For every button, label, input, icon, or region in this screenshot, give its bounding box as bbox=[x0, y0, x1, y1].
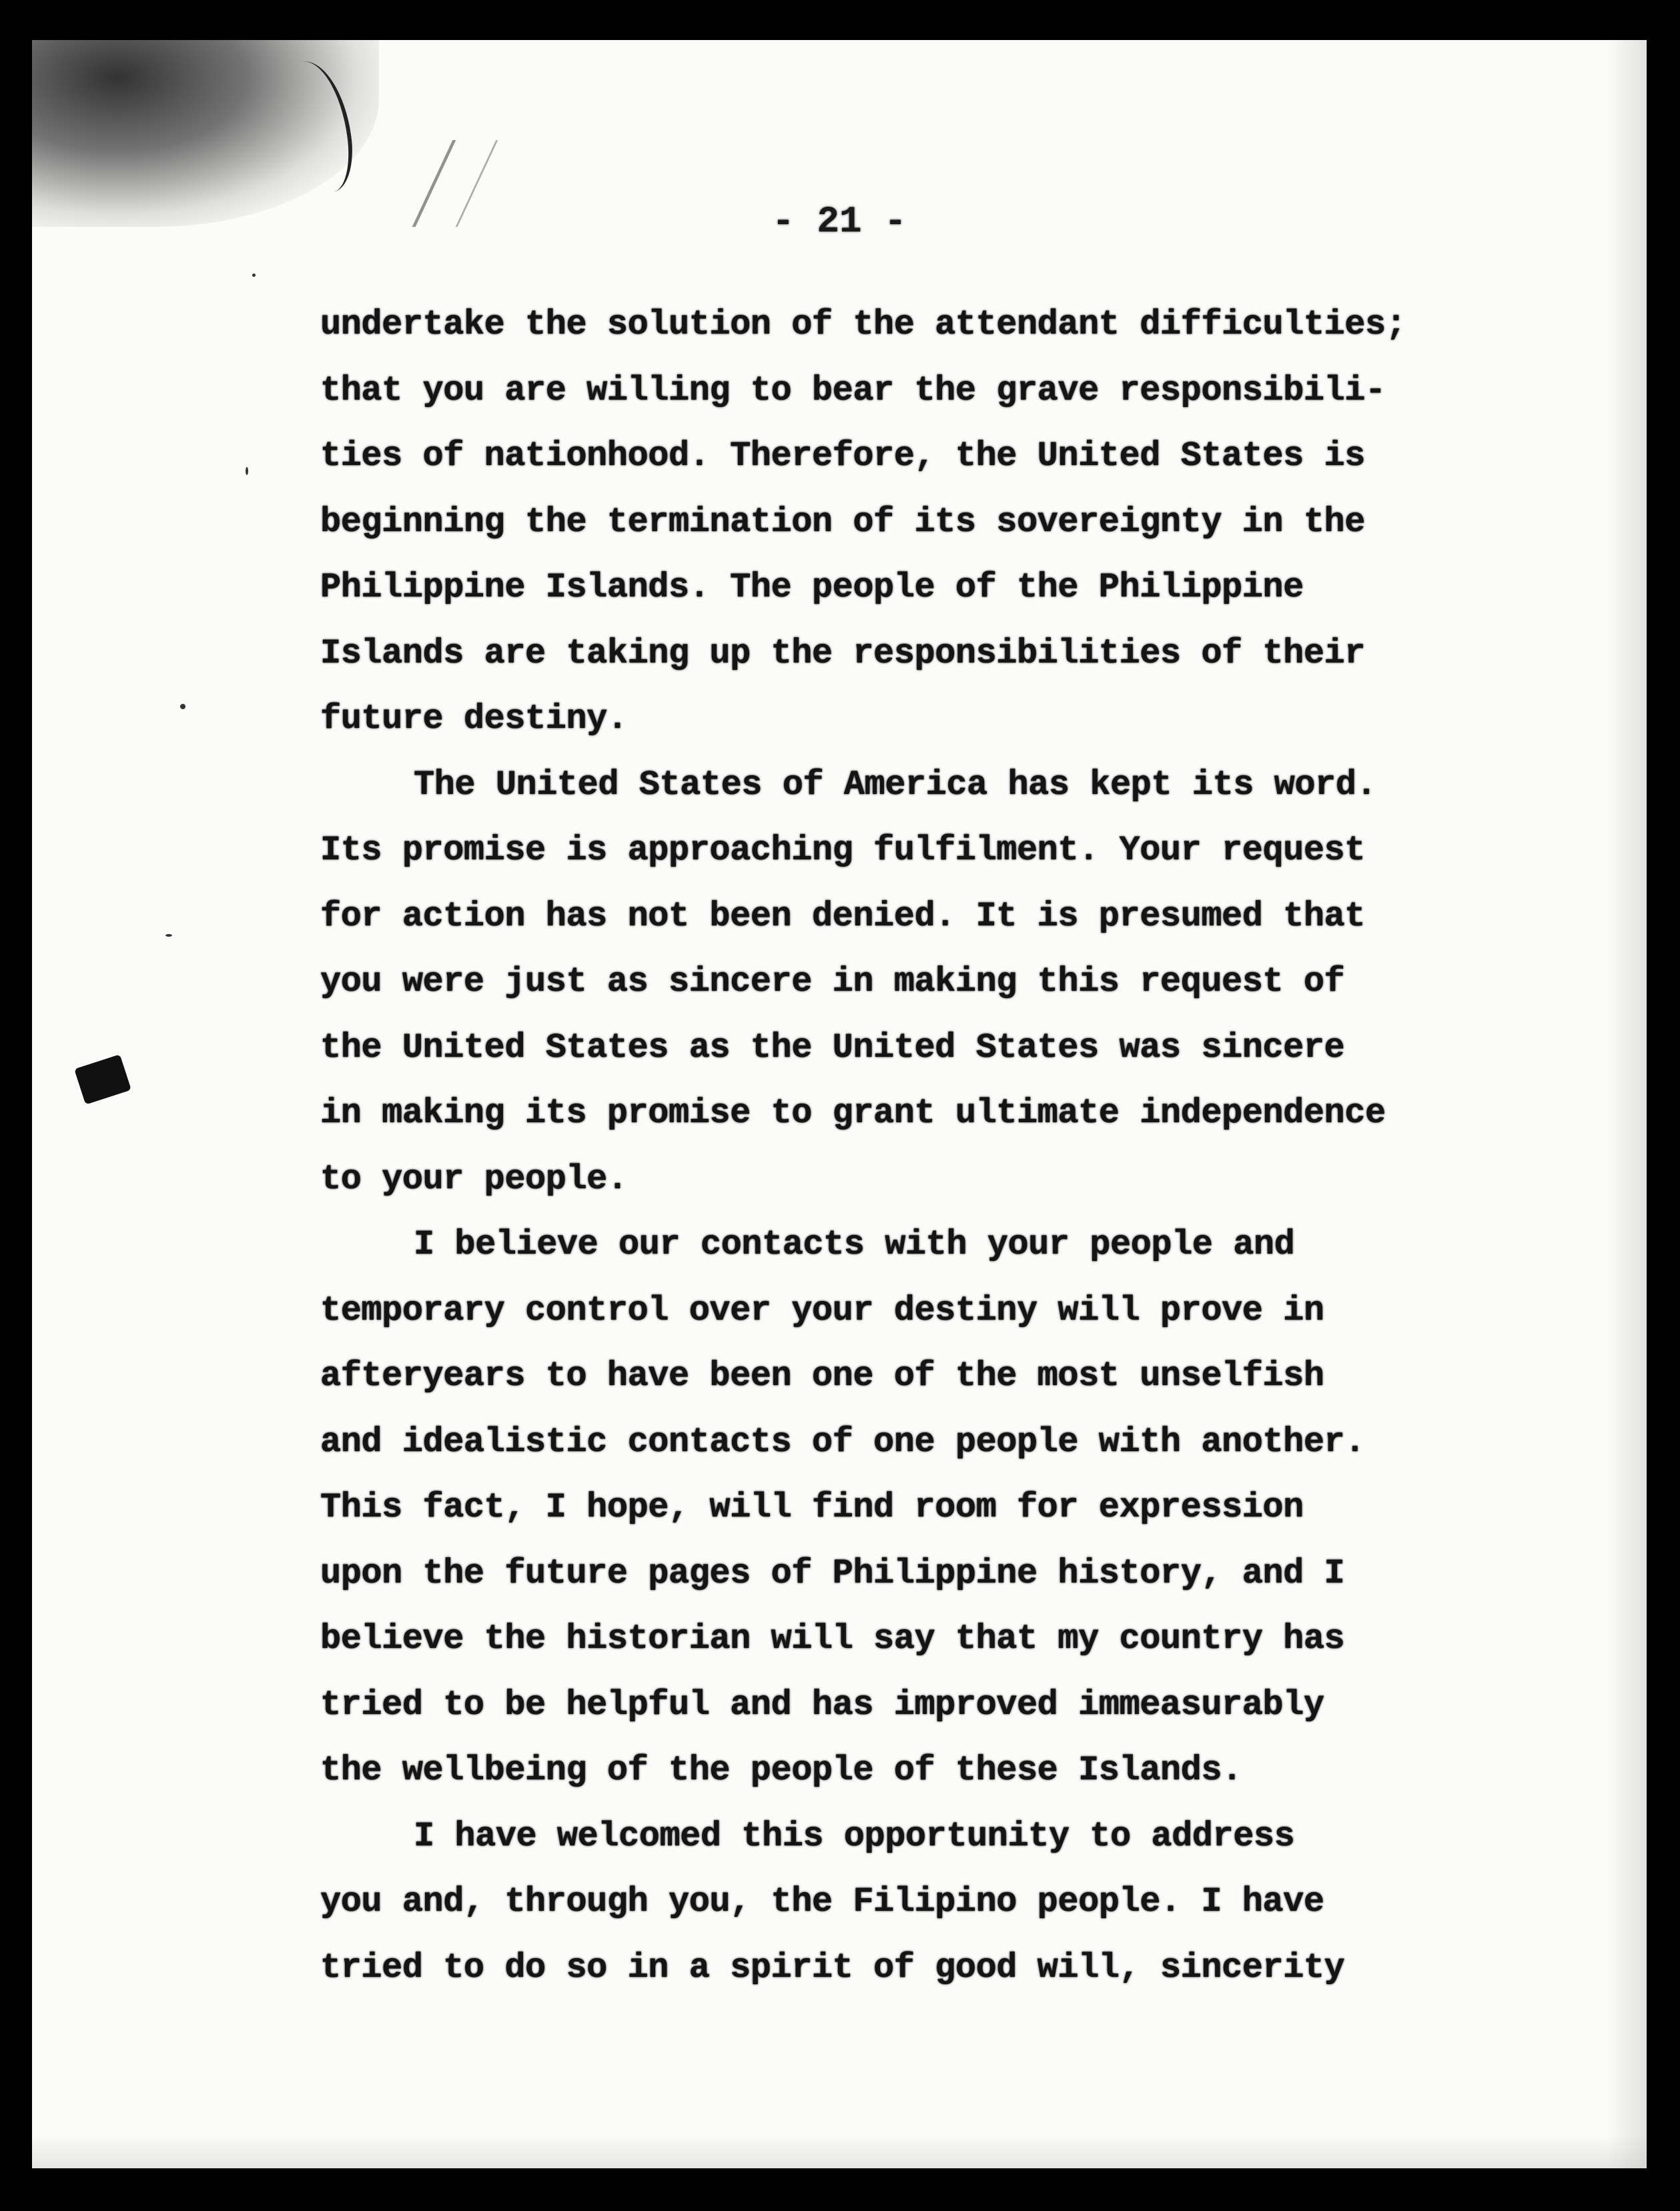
speck bbox=[180, 704, 185, 709]
text-line: Its promise is approaching fulfilment. Your request bbox=[320, 831, 1365, 870]
speck bbox=[165, 934, 172, 937]
text-line: undertake the solution of the attendant difficulties; bbox=[320, 305, 1406, 344]
speck bbox=[252, 274, 256, 277]
text-line: The United States of America has kept its word. bbox=[414, 765, 1377, 805]
text-line: you and, through you, the Filipino people. I have bbox=[320, 1882, 1324, 1921]
text-line: to your people. bbox=[320, 1159, 628, 1199]
text-line: upon the future pages of Philippine history, and I bbox=[320, 1553, 1345, 1593]
text-line: afteryears to have been one of the most unselfish bbox=[320, 1356, 1324, 1396]
page-number: - 21 - bbox=[772, 200, 907, 243]
text-line: the United States as the United States was sincere bbox=[320, 1027, 1345, 1067]
bottom-stain bbox=[32, 2135, 1647, 2168]
document-page bbox=[32, 40, 1647, 2168]
text-line: This fact, I hope, will find room for expression bbox=[320, 1488, 1304, 1527]
text-line: beginning the termination of its sovereignty in the bbox=[320, 502, 1365, 542]
text-line: Islands are taking up the responsibilities of their bbox=[320, 633, 1365, 673]
text-line: you were just as sincere in making this request of bbox=[320, 962, 1345, 1001]
text-line: temporary control over your destiny will prove in bbox=[320, 1290, 1324, 1330]
edge-stain bbox=[1607, 40, 1647, 2168]
text-line: that you are willing to bear the grave responsibili- bbox=[320, 370, 1386, 410]
text-line: in making its promise to grant ultimate independence bbox=[320, 1093, 1386, 1133]
text-line: I have welcomed this opportunity to address bbox=[414, 1816, 1295, 1856]
body-text bbox=[320, 292, 1414, 2001]
text-line: believe the historian will say that my country has bbox=[320, 1619, 1345, 1659]
text-line: I believe our contacts with your people and bbox=[414, 1225, 1295, 1264]
ink-blot bbox=[74, 1054, 131, 1105]
text-line: and idealistic contacts of one people with another. bbox=[320, 1422, 1365, 1462]
speck bbox=[246, 467, 248, 475]
text-line: future destiny. bbox=[320, 699, 628, 739]
text-line: ties of nationhood. Therefore, the United States is bbox=[320, 436, 1365, 476]
text-line: Philippine Islands. The people of the Philippine bbox=[320, 568, 1304, 607]
text-line: for action has not been denied. It is presumed that bbox=[320, 896, 1365, 936]
text-line: tried to be helpful and has improved immeasurably bbox=[320, 1685, 1324, 1725]
text-line: tried to do so in a spirit of good will, sincerity bbox=[320, 1947, 1345, 1987]
text-line: the wellbeing of the people of these Islands. bbox=[320, 1751, 1242, 1790]
